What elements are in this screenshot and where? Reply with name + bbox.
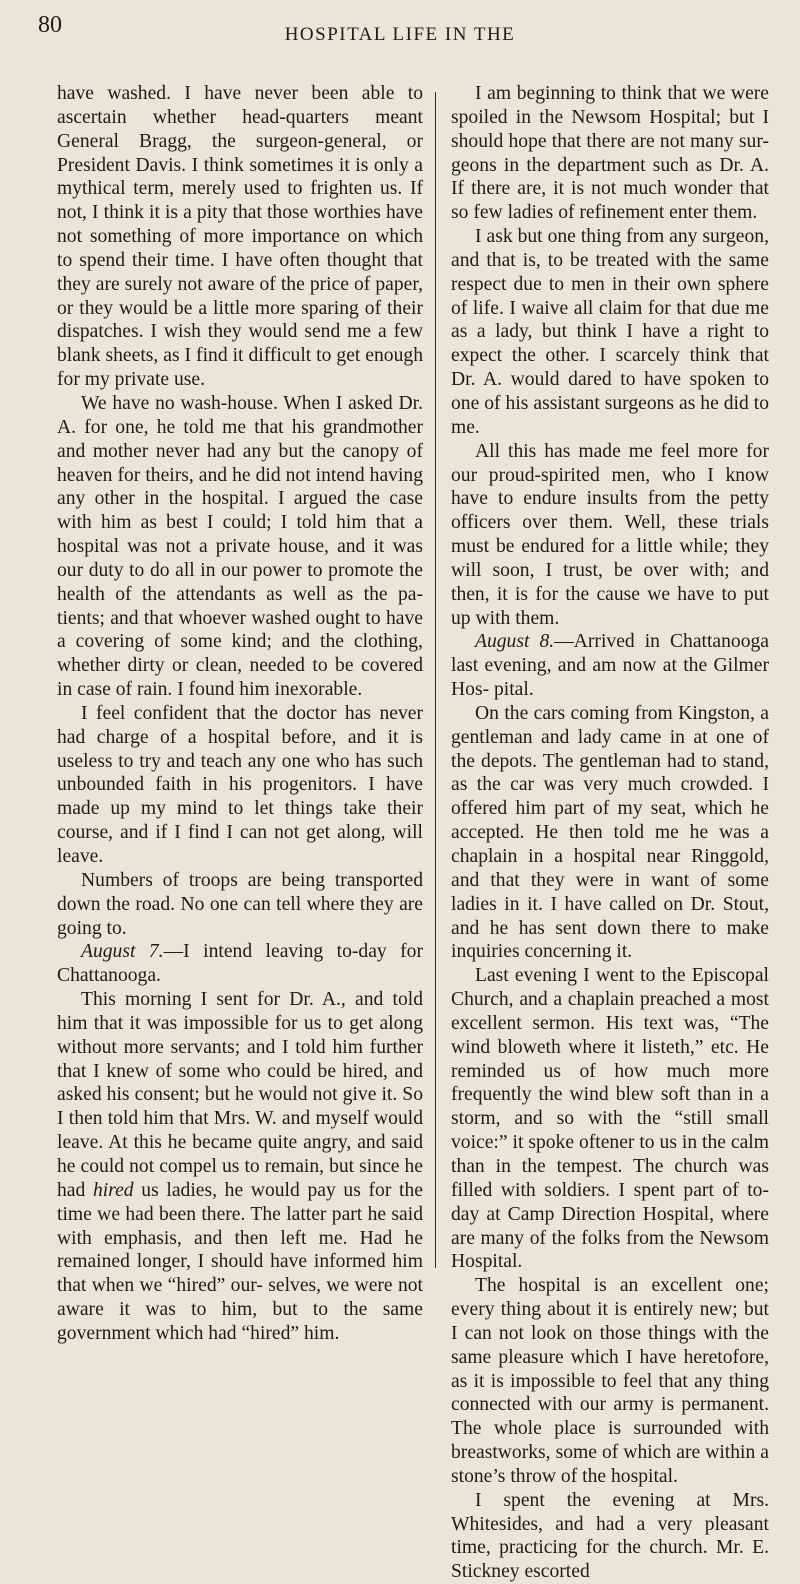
entry-date: August 7. (81, 941, 164, 963)
paragraph: I feel confident that the doctor has never had charge of a hospital before, and it is useless to try and teach any one who has such unbounded faith in his progenitors. I have made up my mind to let things take their course, and if I find I can not get along, will leave. (57, 702, 423, 867)
entry-date: August 8. (475, 631, 555, 653)
paragraph: I ask but one thing from any surgeon, and that is, to be treated with the same respect due to men in their own sphere of life. I waive all claim for that due me as a lady, but think I have a right to expect the other. I scarcely think that Dr. A. would dared to have spoken to one of his assistant surgeons as he did to me. (451, 226, 769, 438)
paragraph: On the cars coming from Kingston, a gentleman and lady came in at one of the depots. The gentleman had to stand, as the car was very much crowded. I offered him part of my seat, which he accepted. He then told me he was a chaplain in a hospital near Ringgold, and that they were in want of some ladies in it. I have called on Dr. Stout, and he has sent down there to make inquiries concerning it. (451, 702, 769, 963)
paragraph: We have no wash-house. When I asked Dr. A. for one, he told me that his grandmother and mother never had any but the canopy of heaven for theirs, and he did not intend having any other in the hospital. I argued the case with him as best I could; I told him that a hospital was not a private house, and it was our duty to do all in our power to promote the health of the attendants as well as the pa- tients; and that whoever washed ought to have a covering of some kind; and the clothing, whether dirty or clean, needed to be covered in case of rain. I found him inexorable. (57, 392, 423, 701)
dated-entry: August 8.—Arrived in Chattanooga last evening, and am now at the Gilmer Hos- pital. (451, 631, 769, 701)
paragraph: Last evening I went to the Episcopal Church, and a chaplain preached a most excellent sermon. His text was, “The wind bloweth where it listeth,” etc. He reminded us of how much more frequently the wind blew soft than in a storm, and so with the “still small voice:” it spoke oftener to us in the calm than in the tempest. The church was filled with soldiers. I spent part of to-day at Camp Direction Hospital, where are many of the folks from the Newsom Hospital. (451, 965, 769, 1273)
paragraph: have washed. I have never been able to ascertain whether head-quarters meant General Bragg, the surgeon-general, or President Davis. I think sometimes it is only a mythical term, merely used to frighten us. If not, I think it is a pity that those worthies have not something of more importance on which to spend their time. I have often thought that they are surely not aware of the price of paper, or they would be a little more sparing of their dispatches. I wish they would send me a few blank sheets, as I find it difficult to get enough for my private use. (57, 83, 423, 391)
left-column (57, 82, 423, 1346)
paragraph: All this has made me feel more for our proud-spirited men, who I know have to endure insults from the petty officers over them. Well, these trials must be endured for a little while; they will soon, I trust, be over with; and then, it is for the cause we have to put up with them. (451, 440, 769, 629)
paragraph: I am beginning to think that we were spoiled in the Newsom Hospital; but I should hope that there are not many sur- geons in the department such as Dr. A. If there are, it is not much wonder that so few ladies of refinement enter them. (451, 83, 769, 224)
emphasis: hired (92, 1179, 134, 1201)
page-number: 80 (38, 12, 62, 38)
paragraph: The hospital is an excellent one; every thing about it is entirely new; but I can not look on those things with the same pleasure which I have heretofore, as it is impossible to feel that any thing connected with our army is permanent. The whole place is surrounded with breastworks, some of which are within a stone’s throw of the hospital. (451, 1275, 769, 1487)
dated-entry: August 7.—I intend leaving to-day for Chattanooga. (57, 941, 424, 987)
column-rule (435, 92, 436, 1268)
paragraph: This morning I sent for Dr. A., and told him that it was impossible for us to get along without more servants; and I told him further that I knew of some who could be hired, and asked his consent; but he would not give it. So I then told him that Mrs. W. and myself would leave. At this he became quite angry, and said he could not compel us to remain, but since he had hired us ladies, he would pay us for the time we had been there. The latter part he said with emphasis, and then left me. Had he remained longer, I should have informed him that when we “hired” our- selves, we were not aware it was to him, but to the same government which had “hired” him. (57, 989, 423, 1344)
running-head: HOSPITAL LIFE IN THE (284, 24, 516, 45)
paragraph: I spent the evening at Mrs. Whitesides, and had a very pleasant time, practicing for the church. Mr. E. Stickney escorted (451, 1489, 769, 1583)
right-column (451, 82, 769, 1584)
paragraph: Numbers of troops are being transported down the road. No one can tell where they are going to. (57, 869, 423, 939)
